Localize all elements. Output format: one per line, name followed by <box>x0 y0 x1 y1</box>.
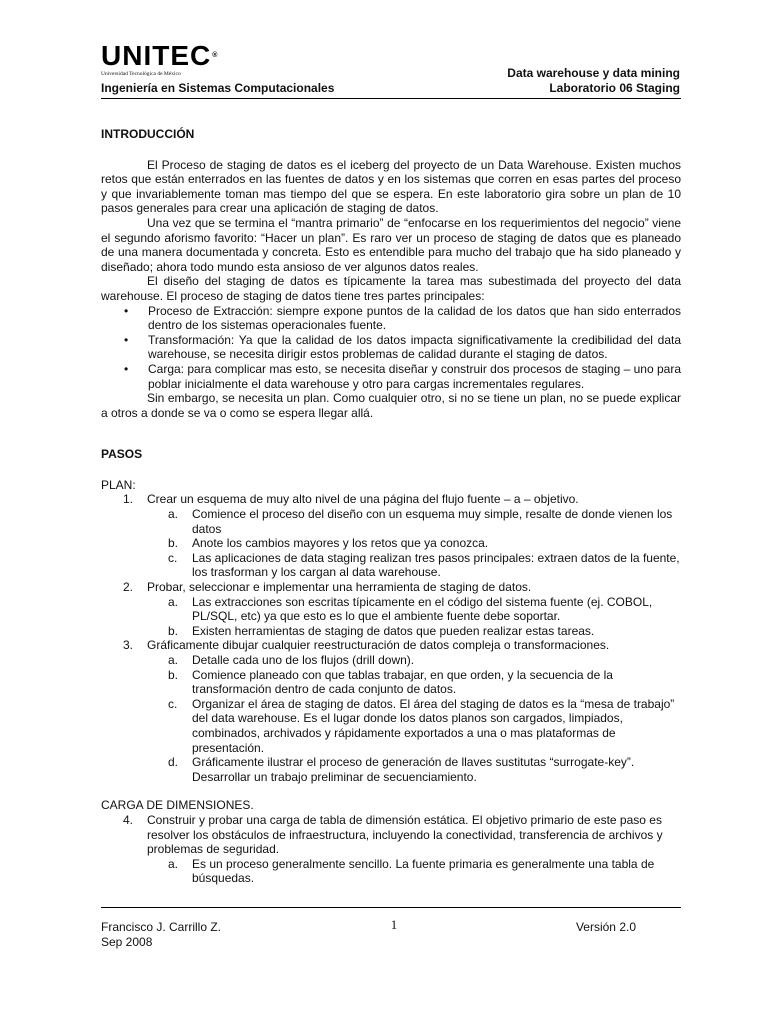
list-item: • Proceso de Extracción: siempre expone puntos de la calidad de los datos que han sido enterrados dentro de los sistemas operacionales fuente. <box>124 303 681 333</box>
list-item: • Transformación: Ya que la calidad de los datos impacta significativamente la credibilidad del data warehouse, se necesita dirigir estos problemas de calidad durante el staging de datos. <box>124 332 681 362</box>
intro-bullet-list <box>101 304 681 392</box>
document-body <box>101 127 681 886</box>
footer-divider <box>101 907 681 908</box>
intro-paragraph-4: Sin embargo, se necesita un plan. Como cualquier otro, si no se tiene un plan, no se puede explicar a otros a donde se va o como se espera llegar allá. <box>101 391 681 420</box>
substep-item: c. Organizar el área de staging de datos. El área del staging de datos es la “mesa de trabajo” del data warehouse. Es el lugar donde los datos planos son cargados, limpiados, combinados, archivados y rápidamente exportados a una o mas plataformas de presentación. <box>168 696 675 755</box>
header-program: Ingeniería en Sistemas Computacionales <box>101 81 335 95</box>
substep-item: b. Existen herramientas de staging de datos que pueden realizar estas tareas. <box>168 623 595 638</box>
steps-list-continued <box>101 813 681 886</box>
substeps-list <box>147 595 681 639</box>
substep-item: b. Comience planeado con que tablas trabajar, en que orden, y la secuencia de la transformación dentro de cada conjunto de datos. <box>168 667 613 697</box>
intro-paragraph-2: Una vez que se termina el “mantra primario” de “enfocarse en los requerimientos del negocio” viene el segundo aforismo favorito: “Hacer un plan”. Es raro ver un proceso de staging de datos que es planeado de una manera documentada y concreta. Esto es entendible para mucho del trabajo que ha sido planeado y diseñado; ahora todo mundo esta ansioso de ver algunos datos reales. <box>101 215 681 274</box>
substep-item: a. Las extracciones son escritas típicamente en el código del sistema fuente (ej. COBOL, PL/SQL, etc) ya que esto es lo que el ambiente fuente debe soportar. <box>168 594 653 624</box>
page-number: 1 <box>390 917 398 932</box>
step-item: 4. Construir y probar una carga de tabla de dimensión estática. El objetivo primario de este paso es resolver los obstáculos de infraestructura, incluyendo la conectividad, transferencia de archivos y problemas de seguridad. a. Es un proceso generalmente sencillo. La fuente primaria es generalmente una tabla de búsquedas. <box>101 813 681 886</box>
substeps-list <box>147 857 681 886</box>
logo-text: UNITEC <box>101 40 212 71</box>
header-lab: Laboratorio 06 Staging <box>549 81 680 95</box>
footer-author: Francisco J. Carrillo Z. <box>101 920 222 934</box>
substep-item: c. Las aplicaciones de data staging realizan tres pasos principales: extraen datos de la fuente, los trasforman y los cargan al data warehouse. <box>168 550 680 580</box>
step-item: 2. Probar, seleccionar e implementar una herramienta de staging de datos. a. Las extracciones son escritas típicamente en el código del sistema fuente (ej. COBOL, PL/SQL, etc) ya que esto es lo que el ambiente fuente debe soportar. b. Existen herramientas de staging de datos que pueden realizar estas tareas. <box>101 580 681 638</box>
intro-paragraph-1: El Proceso de staging de datos es el iceberg del proyecto de un Data Warehouse. Existen muchos retos que están enterrados en las fuentes de datos y en los sistemas que corren en esas partes del proceso y que invariablemente toman mas tiempo del que se espera. En este laboratorio gira sobre un plan de 10 pasos generales para crear una aplicación de staging de datos. <box>101 157 681 216</box>
carga-label: CARGA DE DIMENSIONES. <box>101 798 254 813</box>
footer-version: Versión 2.0 <box>575 920 636 934</box>
header-course: Data warehouse y data mining <box>507 66 680 80</box>
footer-author-block <box>101 920 221 950</box>
registered-mark: ® <box>212 52 219 59</box>
list-item: • Carga: para complicar mas esto, se necesita diseñar y construir dos procesos de staging – uno para poblar inicialmente el data warehouse y otro para cargas incrementales regulares. <box>124 361 681 391</box>
steps-list <box>101 492 681 784</box>
substeps-list <box>147 507 681 580</box>
header-course-block <box>507 66 680 96</box>
bullet-icon: • <box>124 303 129 318</box>
intro-heading: INTRODUCCIÓN <box>101 127 195 141</box>
substep-item: a. Comience el proceso del diseño con un esquema muy simple, resalte de donde vienen los datos <box>168 507 673 536</box>
substep-item: a. Detalle cada uno de los flujos (drill down). <box>168 653 415 667</box>
pasos-heading: PASOS <box>101 447 143 462</box>
unitec-logo <box>101 42 221 78</box>
substep-item: d. Gráficamente ilustrar el proceso de generación de llaves sustitutas “surrogate-key”. Desarrollar un trabajo preliminar de secuenciamiento. <box>168 755 635 784</box>
bullet-icon: • <box>124 332 129 347</box>
logo-subtitle: Universidad Tecnológica de México <box>101 71 181 77</box>
footer-date: Sep 2008 <box>101 935 153 949</box>
substep-item: b. Anote los cambios mayores y los retos que ya conozca. <box>168 536 489 551</box>
intro-paragraph-3: El diseño del staging de datos es típicamente la tarea mas subestimada del proyecto del data warehouse. El proceso de staging de datos tiene tres partes principales: <box>101 274 681 303</box>
header-divider <box>101 98 681 99</box>
bullet-icon: • <box>124 361 129 376</box>
substeps-list <box>147 653 681 784</box>
step-item: 1. Crear un esquema de muy alto nivel de una página del flujo fuente – a – objetivo. a. Comience el proceso del diseño con un esquema muy simple, resalte de donde vienen los datos b. Anote los cambios mayores y los retos que ya conozca. c. Las aplicaciones de data staging realizan tres pasos principales: extraen datos de la fuente, los trasforman y los cargan al data warehouse. <box>123 492 680 580</box>
substep-item: a. Es un proceso generalmente sencillo. La fuente primaria es generalmente una tabla de búsquedas. <box>168 856 655 886</box>
step-item: 3. Gráficamente dibujar cualquier reestructuración de datos compleja o transformaciones. a. Detalle cada uno de los flujos (drill down). b. Comience planeado con que tablas trabajar, en que orden, y la secuencia de la transformación dentro de cada conjunto de datos. c. Organizar el área de staging de datos. El área del staging de datos es la “mesa de trabajo” del data warehouse. Es el lugar donde los datos planos son cargados, limpiados, combinados, archivados y rápidamente exportados a una o mas plataformas de presentación. d. Gráficamente ilustrar el proceso de generación de llaves sustitutas “surrogate-key”. Desarrollar un trabajo preliminar de secuenciamiento. <box>101 638 681 784</box>
plan-label: PLAN: <box>101 477 136 492</box>
